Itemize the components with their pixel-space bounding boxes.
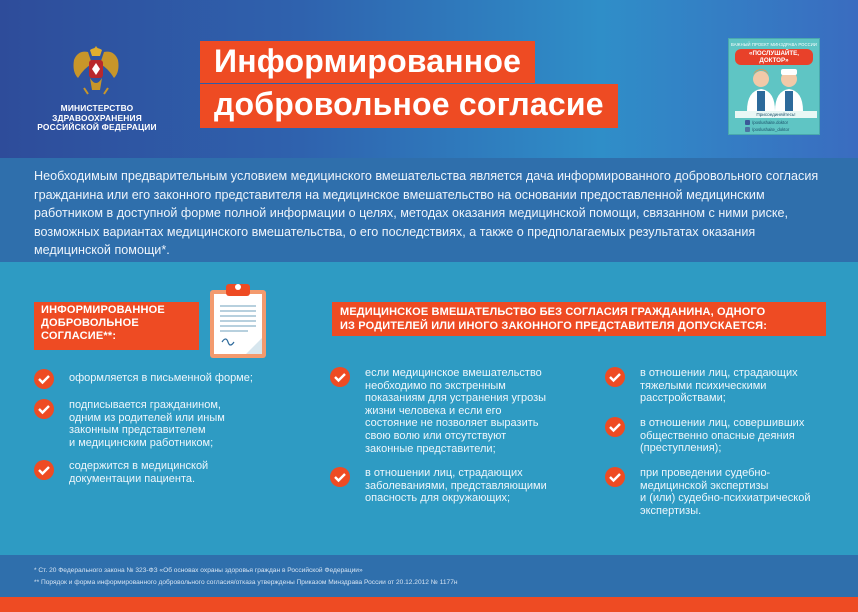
vk-icon bbox=[745, 127, 750, 132]
intro-band bbox=[0, 158, 858, 262]
header bbox=[0, 0, 858, 158]
poster-join-text: Присоединяйтесь! bbox=[735, 111, 817, 118]
left-heading: ИНФОРМИРОВАННОЕ ДОБРОВОЛЬНОЕ СОГЛАСИЕ**: bbox=[34, 302, 199, 350]
checkmark-icon bbox=[605, 367, 625, 387]
checkmark-icon bbox=[34, 460, 54, 480]
bottom-accent-bar bbox=[0, 597, 858, 612]
project-poster[interactable] bbox=[728, 38, 820, 135]
footnote-2: ** Порядок и форма информированного добровольного согласия/отказа утверждены Приказом Минздрава России от 20.12.2012 № 1177н bbox=[34, 579, 458, 586]
double-headed-eagle-emblem-icon bbox=[64, 38, 128, 102]
checkmark-icon bbox=[34, 369, 54, 389]
checkmark-icon bbox=[330, 367, 350, 387]
facebook-icon bbox=[745, 120, 750, 125]
poster-top-text: ВАЖНЫЙ ПРОЕКТ МИНЗДРАВА РОССИИ bbox=[731, 42, 817, 47]
main-section: ИНФОРМИРОВАННОЕ ДОБРОВОЛЬНОЕ СОГЛАСИЕ**: оформляется в письменной форме; подписывается гражданином, одним из родителей или иным законным представителем и медицинским работником; содержится в медицинской документации пациента. МЕДИЦИНСКОЕ ВМЕШАТЕЛЬСТВО БЕЗ СОГЛАСИЯ ГРАЖДАНИНА, ОДНОГО ИЗ РОДИТЕЛЕЙ ИЛИ ИНОГО ЗАКОННОГО ПРЕДСТАВИТЕЛЯ ДОПУСКАЕТСЯ: если медицинское вмешательство необходимо по экстренным показаниям для устранения угрозы жизни человека и если его состояние не позволяет выразить свою волю или отсутствуют законные представители; в отношении лиц, страдающих заболеваниями, представляющими опасность для окружающих; в отношении лиц, страдающих тяжелыми психическими расстройствами; в отношении лиц, совершивших общественно опасные деяния (преступления); при проведении судебно- медицинской экспертизы и (или) судебно-психиатрической экспертизы. bbox=[0, 262, 858, 555]
intro-text: Необходимым предварительным условием медицинского вмешательства является дача информированного добровольного согласия гражданина или его законного представителя на медицинское вмешательство на основании предоставленной медицинским работником в доступной форме полной информации о целях, методах оказания медицинской помощи, связанном с ними риске, возможных вариантах медицинского вмешательства, о его последствиях, а также о предполагаемых результатах оказания медицинской помощи*. bbox=[34, 169, 819, 257]
clipboard-document-icon bbox=[206, 280, 272, 360]
page-title-line-1: Информированное bbox=[200, 41, 535, 83]
checkmark-icon bbox=[330, 467, 350, 487]
poster-facebook-link[interactable]: /poslushaite.doktor bbox=[745, 120, 788, 125]
footnotes bbox=[0, 555, 858, 597]
ministry-name: МИНИСТЕРСТВО ЗДРАВООХРАНЕНИЯ РОССИЙСКОЙ ФЕДЕРАЦИИ bbox=[37, 103, 157, 133]
page-title-line-2: добровольное согласие bbox=[200, 84, 618, 128]
footnote-1: * Ст. 20 Федерального закона № 323-ФЗ «Об основах охраны здоровья граждан в Российской Федерации» bbox=[34, 567, 363, 574]
doctors-illustration-icon bbox=[739, 65, 811, 111]
poster-banner: «ПОСЛУШАЙТЕ, ДОКТОР» bbox=[735, 49, 813, 65]
right-heading: МЕДИЦИНСКОЕ ВМЕШАТЕЛЬСТВО БЕЗ СОГЛАСИЯ ГРАЖДАНИНА, ОДНОГО ИЗ РОДИТЕЛЕЙ ИЛИ ИНОГО ЗАКОННОГО ПРЕДСТАВИТЕЛЯ ДОПУСКАЕТСЯ: bbox=[332, 302, 826, 336]
checkmark-icon bbox=[34, 399, 54, 419]
checkmark-icon bbox=[605, 467, 625, 487]
checkmark-icon bbox=[605, 417, 625, 437]
poster-vk-link[interactable]: /poslushaite_doktor bbox=[745, 127, 789, 132]
